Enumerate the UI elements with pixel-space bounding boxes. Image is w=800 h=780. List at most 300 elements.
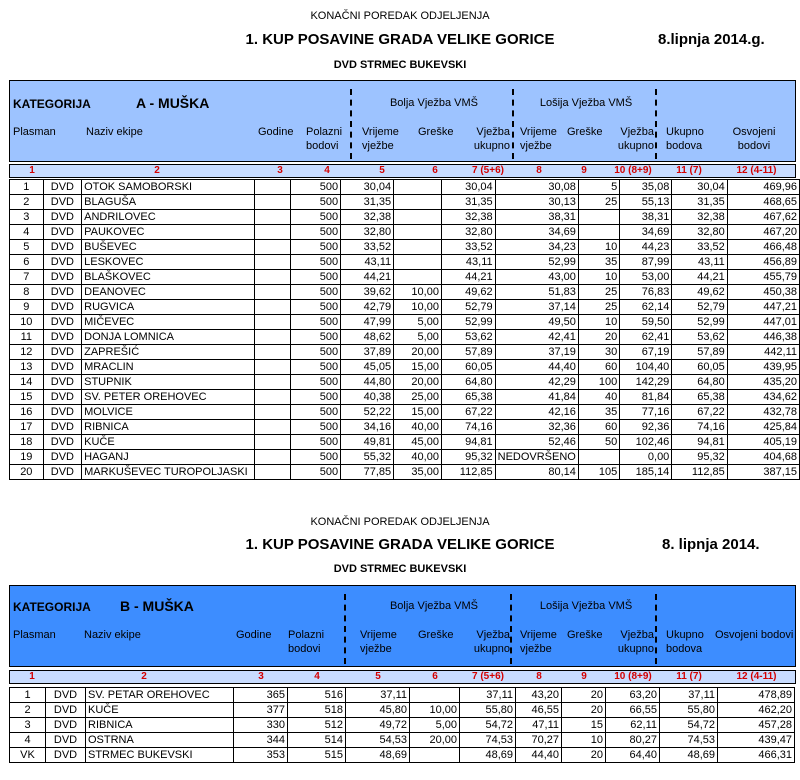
cell-total-points: 52,79 bbox=[672, 300, 727, 315]
cell-total-points: 74,53 bbox=[660, 733, 718, 748]
cell-total-points: 65,38 bbox=[672, 390, 727, 405]
cell-time-better: 33,52 bbox=[341, 240, 394, 255]
cell-errors-better: 10,00 bbox=[394, 300, 442, 315]
cell-errors-worse: 15 bbox=[562, 718, 606, 733]
cell-time-worse: 80,14 bbox=[495, 465, 578, 480]
event-date: 8. lipnja 2014. bbox=[662, 536, 760, 553]
cell-earned-points: 467,62 bbox=[727, 210, 799, 225]
cell-total-worse: 102,46 bbox=[620, 435, 672, 450]
cell-time-better: 44,21 bbox=[341, 270, 394, 285]
cell-total-points: 94,81 bbox=[672, 435, 727, 450]
cell-errors-worse: 35 bbox=[578, 255, 619, 270]
cell-start-points: 500 bbox=[291, 210, 341, 225]
cell-errors-worse: 25 bbox=[578, 195, 619, 210]
cell-time-worse: 30,13 bbox=[495, 195, 578, 210]
col-header: Osvojeni bodovi bbox=[732, 126, 776, 152]
cell-earned-points: 466,48 bbox=[727, 240, 799, 255]
table-row bbox=[10, 300, 800, 315]
cell-years bbox=[255, 225, 291, 240]
cell-earned-points: 442,11 bbox=[727, 345, 799, 360]
cell-errors-better bbox=[394, 225, 442, 240]
cell-org: DVD bbox=[43, 180, 82, 195]
cell-org: DVD bbox=[46, 718, 86, 733]
cell-time-better: 52,22 bbox=[341, 405, 394, 420]
cell-errors-better bbox=[394, 240, 442, 255]
cell-time-worse: 42,41 bbox=[495, 330, 578, 345]
cell-errors-worse: 10 bbox=[562, 733, 606, 748]
column-number-row bbox=[9, 164, 796, 178]
cell-total-better: 60,05 bbox=[441, 360, 495, 375]
cell-years bbox=[255, 375, 291, 390]
cell-time-better: 54,53 bbox=[346, 733, 410, 748]
cell-total-worse: 81,84 bbox=[620, 390, 672, 405]
category-label: KATEGORIJA bbox=[13, 600, 91, 614]
cell-rank: 3 bbox=[10, 718, 46, 733]
table-row bbox=[10, 703, 795, 718]
event-date: 8.lipnja 2014.g. bbox=[658, 31, 765, 48]
cell-earned-points: 455,79 bbox=[727, 270, 799, 285]
cell-total-better: 32,38 bbox=[441, 210, 495, 225]
cell-total-worse: 185,14 bbox=[620, 465, 672, 480]
cell-team-name: SV. PETAR OREHOVEC bbox=[86, 688, 234, 703]
cell-earned-points: 468,65 bbox=[727, 195, 799, 210]
cell-start-points: 500 bbox=[291, 300, 341, 315]
cell-start-points: 500 bbox=[291, 375, 341, 390]
cell-team-name: DONJA LOMNICA bbox=[82, 330, 255, 345]
col-header: Vježba ukupno bbox=[617, 126, 654, 152]
cell-errors-better bbox=[394, 210, 442, 225]
cell-start-points: 500 bbox=[291, 225, 341, 240]
cell-total-worse: 35,08 bbox=[620, 180, 672, 195]
cell-errors-worse: 10 bbox=[578, 270, 619, 285]
col-number: 3 bbox=[277, 165, 283, 176]
cell-team-name: LESKOVEC bbox=[82, 255, 255, 270]
cell-org: DVD bbox=[46, 733, 86, 748]
cell-total-points: 37,11 bbox=[660, 688, 718, 703]
cell-time-worse: 43,00 bbox=[495, 270, 578, 285]
cell-start-points: 500 bbox=[291, 405, 341, 420]
cell-start-points: 500 bbox=[291, 435, 341, 450]
cell-time-better: 45,80 bbox=[346, 703, 410, 718]
cell-earned-points: 462,20 bbox=[718, 703, 795, 718]
divider bbox=[512, 89, 514, 159]
cell-rank: 17 bbox=[10, 420, 44, 435]
divider bbox=[655, 89, 657, 159]
cell-total-points: 64,80 bbox=[672, 375, 727, 390]
col-header: Plasman bbox=[13, 126, 56, 138]
cell-org: DVD bbox=[43, 345, 82, 360]
cell-total-better: 49,62 bbox=[441, 285, 495, 300]
cell-years bbox=[255, 285, 291, 300]
cell-total-points: 57,89 bbox=[672, 345, 727, 360]
cell-errors-worse: 40 bbox=[578, 390, 619, 405]
cell-start-points: 500 bbox=[291, 390, 341, 405]
cell-time-worse: 43,20 bbox=[516, 688, 562, 703]
cell-org: DVD bbox=[43, 255, 82, 270]
results-table bbox=[9, 687, 795, 763]
cell-years bbox=[255, 345, 291, 360]
cell-total-worse: 34,69 bbox=[620, 225, 672, 240]
cell-rank: 1 bbox=[10, 688, 46, 703]
col-number: 1 bbox=[29, 671, 35, 682]
col-header: Greške bbox=[418, 629, 454, 641]
table-row bbox=[10, 195, 800, 210]
cell-team-name: SV. PETER OREHOVEC bbox=[82, 390, 255, 405]
cell-total-worse: 62,14 bbox=[620, 300, 672, 315]
col-header: Polazni bodovi bbox=[288, 629, 325, 655]
cell-start-points: 500 bbox=[291, 420, 341, 435]
cell-rank: 6 bbox=[10, 255, 44, 270]
cell-total-better: 32,80 bbox=[441, 225, 495, 240]
cell-errors-worse: 105 bbox=[578, 465, 619, 480]
cell-total-worse: 64,40 bbox=[606, 748, 660, 763]
cell-total-better: 52,79 bbox=[441, 300, 495, 315]
cell-total-worse: 62,11 bbox=[606, 718, 660, 733]
col-number: 11 (7) bbox=[676, 671, 702, 682]
cell-total-worse: 87,99 bbox=[620, 255, 672, 270]
cell-years bbox=[255, 420, 291, 435]
cell-years bbox=[255, 405, 291, 420]
cell-start-points: 516 bbox=[288, 688, 346, 703]
cell-rank: 14 bbox=[10, 375, 44, 390]
col-number: 6 bbox=[432, 165, 438, 176]
cell-earned-points: 447,21 bbox=[727, 300, 799, 315]
cell-team-name: HAGANJ bbox=[82, 450, 255, 465]
cell-org: DVD bbox=[43, 405, 82, 420]
cell-org: DVD bbox=[46, 688, 86, 703]
col-number: 2 bbox=[154, 165, 160, 176]
cell-total-worse: 38,31 bbox=[620, 210, 672, 225]
col-number: 8 bbox=[536, 165, 542, 176]
cell-team-name: BLAGUŠA bbox=[82, 195, 255, 210]
cell-errors-better bbox=[394, 180, 442, 195]
cell-total-points: 55,80 bbox=[660, 703, 718, 718]
cell-start-points: 500 bbox=[291, 180, 341, 195]
cell-team-name: OSTRNA bbox=[86, 733, 234, 748]
cell-errors-better bbox=[394, 270, 442, 285]
col-number: 9 bbox=[581, 671, 587, 682]
cell-errors-better: 40,00 bbox=[394, 420, 442, 435]
cell-org: DVD bbox=[43, 375, 82, 390]
cell-rank: 19 bbox=[10, 450, 44, 465]
cell-errors-better: 35,00 bbox=[394, 465, 442, 480]
cell-start-points: 500 bbox=[291, 285, 341, 300]
table-row bbox=[10, 718, 795, 733]
cell-errors-worse: 50 bbox=[578, 435, 619, 450]
cell-errors-better: 45,00 bbox=[394, 435, 442, 450]
cell-org: DVD bbox=[43, 285, 82, 300]
cell-team-name: OTOK SAMOBORSKI bbox=[82, 180, 255, 195]
col-header: Vrijeme vježbe bbox=[520, 126, 557, 152]
cell-time-better: 48,69 bbox=[346, 748, 410, 763]
cell-errors-worse: 100 bbox=[578, 375, 619, 390]
cell-time-better: 40,38 bbox=[341, 390, 394, 405]
cell-time-worse: 37,19 bbox=[495, 345, 578, 360]
cell-time-better: 43,11 bbox=[341, 255, 394, 270]
cell-org: DVD bbox=[43, 390, 82, 405]
cell-errors-better bbox=[410, 688, 460, 703]
cell-time-worse: 49,50 bbox=[495, 315, 578, 330]
cell-org: DVD bbox=[43, 330, 82, 345]
cell-start-points: 515 bbox=[288, 748, 346, 763]
cell-errors-better: 5,00 bbox=[394, 330, 442, 345]
cell-rank: 18 bbox=[10, 435, 44, 450]
cell-total-points: 32,80 bbox=[672, 225, 727, 240]
cell-errors-worse: 5 bbox=[578, 180, 619, 195]
cell-total-points: 52,99 bbox=[672, 315, 727, 330]
group-better-label: Bolja Vježba VMŠ bbox=[389, 97, 479, 109]
col-number: 4 bbox=[314, 671, 320, 682]
cell-total-points: 30,04 bbox=[672, 180, 727, 195]
col-header: Greške bbox=[567, 126, 603, 138]
cell-total-better: 30,04 bbox=[441, 180, 495, 195]
col-header: Plasman bbox=[13, 629, 56, 641]
cell-years bbox=[255, 270, 291, 285]
cell-years bbox=[255, 435, 291, 450]
cell-org: DVD bbox=[43, 195, 82, 210]
cell-total-points: 49,62 bbox=[672, 285, 727, 300]
cell-team-name: DEANOVEC bbox=[82, 285, 255, 300]
col-header: Vrijeme vježbe bbox=[520, 629, 557, 655]
col-number: 11 (7) bbox=[676, 165, 702, 176]
cell-total-worse: 62,41 bbox=[620, 330, 672, 345]
cell-earned-points: 446,38 bbox=[727, 330, 799, 345]
cell-earned-points: 456,89 bbox=[727, 255, 799, 270]
cell-earned-points: 387,15 bbox=[727, 465, 799, 480]
cell-years bbox=[255, 195, 291, 210]
cell-total-worse: 0,00 bbox=[620, 450, 672, 465]
cell-rank: 8 bbox=[10, 285, 44, 300]
cell-earned-points: 425,84 bbox=[727, 420, 799, 435]
cell-total-points: 54,72 bbox=[660, 718, 718, 733]
cell-time-better: 55,32 bbox=[341, 450, 394, 465]
table-row bbox=[10, 240, 800, 255]
cell-years bbox=[255, 210, 291, 225]
cell-errors-worse bbox=[578, 450, 619, 465]
cell-total-worse: 76,83 bbox=[620, 285, 672, 300]
cell-time-worse: 51,83 bbox=[495, 285, 578, 300]
cell-errors-worse: 30 bbox=[578, 345, 619, 360]
col-number: 6 bbox=[432, 671, 438, 682]
cell-org: DVD bbox=[43, 450, 82, 465]
col-number: 8 bbox=[536, 671, 542, 682]
cell-total-better: 64,80 bbox=[441, 375, 495, 390]
cell-rank: 5 bbox=[10, 240, 44, 255]
cell-total-points: 74,16 bbox=[672, 420, 727, 435]
cell-start-points: 500 bbox=[291, 315, 341, 330]
cell-org: DVD bbox=[43, 465, 82, 480]
cell-org: DVD bbox=[43, 270, 82, 285]
table-row bbox=[10, 210, 800, 225]
cell-total-worse: 59,50 bbox=[620, 315, 672, 330]
cell-errors-better bbox=[410, 748, 460, 763]
cell-team-name: MIČEVEC bbox=[82, 315, 255, 330]
cell-team-name: BUŠEVEC bbox=[82, 240, 255, 255]
cell-time-better: 32,80 bbox=[341, 225, 394, 240]
cell-errors-worse bbox=[578, 210, 619, 225]
cell-errors-worse: 20 bbox=[578, 330, 619, 345]
cell-start-points: 500 bbox=[291, 450, 341, 465]
cell-errors-worse: 20 bbox=[562, 688, 606, 703]
cell-time-better: 48,62 bbox=[341, 330, 394, 345]
cell-rank: 11 bbox=[10, 330, 44, 345]
cell-time-better: 44,80 bbox=[341, 375, 394, 390]
col-header: Ukupno bodova bbox=[666, 126, 704, 152]
cell-errors-better: 15,00 bbox=[394, 360, 442, 375]
cell-team-name: RIBNICA bbox=[86, 718, 234, 733]
cell-start-points: 500 bbox=[291, 195, 341, 210]
cell-total-better: 67,22 bbox=[441, 405, 495, 420]
cell-total-better: 57,89 bbox=[441, 345, 495, 360]
category-name: B - MUŠKA bbox=[120, 598, 194, 614]
group-worse-label: Lošija Vježba VMŠ bbox=[539, 600, 633, 612]
page-supertitle: KONAČNI POREDAK ODJELJENJA bbox=[310, 516, 490, 528]
table-row bbox=[10, 390, 800, 405]
cell-time-worse: 70,27 bbox=[516, 733, 562, 748]
col-header: Ukupno bodova bbox=[666, 629, 704, 655]
cell-time-worse: 42,29 bbox=[495, 375, 578, 390]
cell-total-points: 32,38 bbox=[672, 210, 727, 225]
page-title: 1. KUP POSAVINE GRADA VELIKE GORICE bbox=[245, 536, 555, 553]
col-number: 5 bbox=[375, 671, 381, 682]
table-row bbox=[10, 315, 800, 330]
cell-total-worse: 66,55 bbox=[606, 703, 660, 718]
cell-errors-worse: 60 bbox=[578, 420, 619, 435]
divider bbox=[350, 89, 352, 159]
cell-total-better: 44,21 bbox=[441, 270, 495, 285]
cell-team-name: RUGVICA bbox=[82, 300, 255, 315]
cell-total-points: 95,32 bbox=[672, 450, 727, 465]
cell-total-worse: 77,16 bbox=[620, 405, 672, 420]
cell-time-worse: 44,40 bbox=[516, 748, 562, 763]
cell-total-better: 95,32 bbox=[441, 450, 495, 465]
cell-errors-better: 15,00 bbox=[394, 405, 442, 420]
cell-start-points: 500 bbox=[291, 255, 341, 270]
cell-rank: 4 bbox=[10, 225, 44, 240]
cell-errors-better: 20,00 bbox=[394, 345, 442, 360]
group-worse-label: Lošija Vježba VMŠ bbox=[539, 97, 633, 109]
cell-total-better: 37,11 bbox=[460, 688, 516, 703]
cell-time-worse: 52,99 bbox=[495, 255, 578, 270]
cell-errors-better bbox=[394, 255, 442, 270]
cell-start-points: 518 bbox=[288, 703, 346, 718]
cell-total-better: 33,52 bbox=[441, 240, 495, 255]
table-row bbox=[10, 270, 800, 285]
cell-total-worse: 44,23 bbox=[620, 240, 672, 255]
cell-total-better: 94,81 bbox=[441, 435, 495, 450]
cell-total-better: 31,35 bbox=[441, 195, 495, 210]
cell-team-name: MARKUŠEVEC TUROPOLJASKI bbox=[82, 465, 255, 480]
cell-start-points: 514 bbox=[288, 733, 346, 748]
cell-time-better: 32,38 bbox=[341, 210, 394, 225]
cell-org: DVD bbox=[46, 748, 86, 763]
table-row bbox=[10, 405, 800, 420]
cell-team-name: RIBNICA bbox=[82, 420, 255, 435]
cell-total-worse: 55,13 bbox=[620, 195, 672, 210]
cell-earned-points: 469,96 bbox=[727, 180, 799, 195]
cell-org: DVD bbox=[43, 420, 82, 435]
cell-earned-points: 432,78 bbox=[727, 405, 799, 420]
col-number: 3 bbox=[258, 671, 264, 682]
col-number: 12 (4-11) bbox=[736, 671, 777, 682]
cell-errors-better: 20,00 bbox=[410, 733, 460, 748]
col-number: 4 bbox=[324, 165, 330, 176]
table-row bbox=[10, 225, 800, 240]
table-row bbox=[10, 345, 800, 360]
cell-time-worse: 38,31 bbox=[495, 210, 578, 225]
cell-total-points: 43,11 bbox=[672, 255, 727, 270]
cell-errors-worse: 20 bbox=[562, 703, 606, 718]
cell-total-worse: 142,29 bbox=[620, 375, 672, 390]
cell-time-worse: 46,55 bbox=[516, 703, 562, 718]
cell-total-points: 112,85 bbox=[672, 465, 727, 480]
category-label: KATEGORIJA bbox=[13, 97, 91, 111]
table-row bbox=[10, 450, 800, 465]
cell-errors-worse: 20 bbox=[562, 748, 606, 763]
results-table bbox=[9, 179, 800, 480]
cell-rank: 4 bbox=[10, 733, 46, 748]
cell-time-better: 47,99 bbox=[341, 315, 394, 330]
cell-rank: 20 bbox=[10, 465, 44, 480]
cell-time-better: 42,79 bbox=[341, 300, 394, 315]
cell-years bbox=[255, 315, 291, 330]
host-label: DVD STRMEC BUKEVSKI bbox=[333, 563, 467, 575]
table-row bbox=[10, 360, 800, 375]
cell-rank: 9 bbox=[10, 300, 44, 315]
cell-start-points: 500 bbox=[291, 465, 341, 480]
col-header: Osvojeni bodovi bbox=[715, 629, 794, 641]
cell-total-worse: 53,00 bbox=[620, 270, 672, 285]
cell-team-name: BLAŠKOVEC bbox=[82, 270, 255, 285]
cell-total-points: 33,52 bbox=[672, 240, 727, 255]
cell-time-worse: 34,23 bbox=[495, 240, 578, 255]
cell-time-worse: NEDOVRŠENO bbox=[495, 450, 578, 465]
col-number: 2 bbox=[141, 671, 147, 682]
cell-total-worse: 104,40 bbox=[620, 360, 672, 375]
cell-earned-points: 467,20 bbox=[727, 225, 799, 240]
col-header: Greške bbox=[418, 126, 454, 138]
cell-time-better: 39,62 bbox=[341, 285, 394, 300]
cell-team-name: PAUKOVEC bbox=[82, 225, 255, 240]
cell-years: 377 bbox=[234, 703, 288, 718]
cell-errors-worse: 10 bbox=[578, 240, 619, 255]
table-row bbox=[10, 330, 800, 345]
cell-total-points: 67,22 bbox=[672, 405, 727, 420]
cell-rank: 10 bbox=[10, 315, 44, 330]
cell-start-points: 500 bbox=[291, 360, 341, 375]
col-header: Vježba ukupno bbox=[473, 126, 510, 152]
table-row bbox=[10, 375, 800, 390]
col-header: Vrijeme vježbe bbox=[362, 126, 399, 152]
cell-time-better: 37,89 bbox=[341, 345, 394, 360]
cell-rank: 3 bbox=[10, 210, 44, 225]
table-row bbox=[10, 180, 800, 195]
cell-time-better: 77,85 bbox=[341, 465, 394, 480]
col-number: 12 (4-11) bbox=[736, 165, 777, 176]
cell-org: DVD bbox=[43, 300, 82, 315]
cell-years bbox=[255, 360, 291, 375]
col-number: 9 bbox=[581, 165, 587, 176]
cell-years: 353 bbox=[234, 748, 288, 763]
cell-years bbox=[255, 180, 291, 195]
cell-total-points: 44,21 bbox=[672, 270, 727, 285]
category-name: A - MUŠKA bbox=[136, 95, 210, 111]
cell-earned-points: 466,31 bbox=[718, 748, 795, 763]
cell-errors-worse: 25 bbox=[578, 300, 619, 315]
cell-years bbox=[255, 330, 291, 345]
cell-total-better: 74,53 bbox=[460, 733, 516, 748]
table-row bbox=[10, 285, 800, 300]
